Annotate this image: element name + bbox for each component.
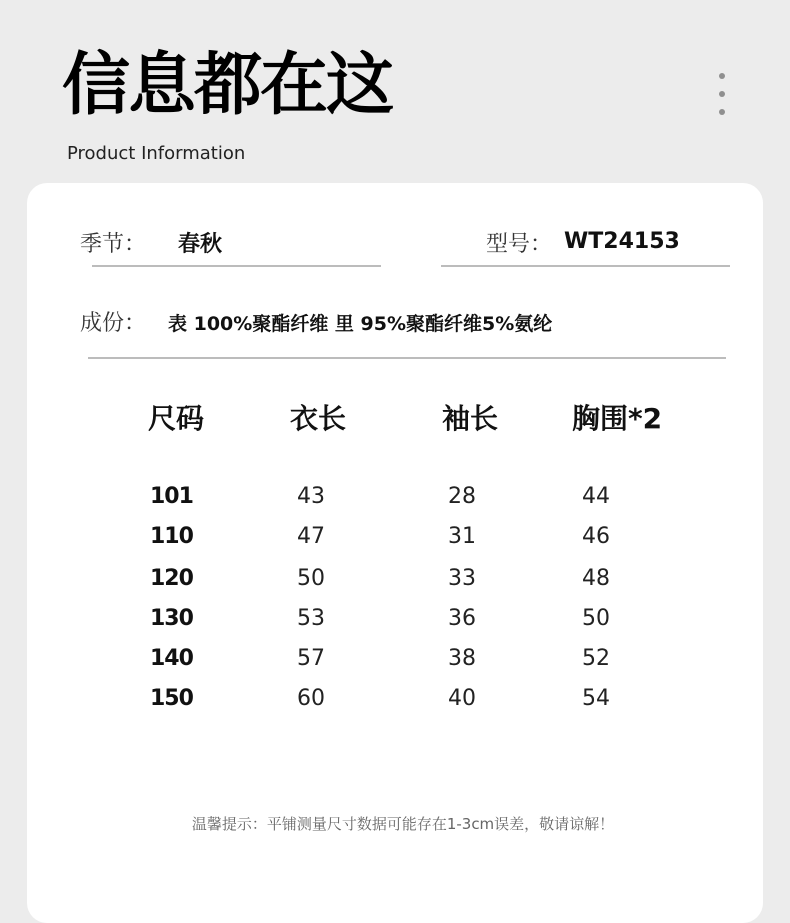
measurement-note: 温馨提示：平铺测量尺寸数据可能存在1-3cm误差，敬请谅解！ bbox=[191, 815, 615, 833]
composition-label: 成份： bbox=[80, 311, 147, 336]
composition-value: 表 100%聚酯纤维 里 95%聚酯纤维5%氨纶 bbox=[168, 313, 553, 335]
table-cell-size: 110 bbox=[150, 524, 193, 549]
season-label: 季节： bbox=[80, 232, 147, 257]
model-divider bbox=[441, 265, 730, 267]
composition-divider bbox=[88, 357, 726, 359]
table-cell-sleeve: 38 bbox=[448, 646, 476, 671]
table-cell-sleeve: 40 bbox=[448, 686, 476, 711]
season-divider bbox=[92, 265, 381, 267]
model-label: 型号： bbox=[486, 232, 553, 257]
table-cell-length: 47 bbox=[297, 524, 325, 549]
table-row bbox=[0, 686, 790, 714]
menu-dot bbox=[719, 109, 725, 115]
table-cell-chest: 44 bbox=[582, 484, 610, 509]
season-value: 春秋 bbox=[178, 232, 223, 257]
table-cell-length: 43 bbox=[297, 484, 325, 509]
table-cell-chest: 48 bbox=[582, 566, 610, 591]
table-cell-length: 60 bbox=[297, 686, 325, 711]
size-table-header: 衣长 bbox=[290, 402, 347, 435]
size-table-header: 尺码 bbox=[148, 402, 205, 435]
table-cell-length: 50 bbox=[297, 566, 325, 591]
model-value: WT24153 bbox=[564, 229, 680, 254]
table-cell-size: 130 bbox=[150, 606, 193, 631]
table-cell-chest: 50 bbox=[582, 606, 610, 631]
table-cell-size: 120 bbox=[150, 566, 193, 591]
menu-dot bbox=[719, 91, 725, 97]
table-cell-length: 53 bbox=[297, 606, 325, 631]
table-row bbox=[0, 566, 790, 594]
size-table-header: 胸围*2 bbox=[572, 402, 663, 435]
table-cell-size: 101 bbox=[150, 484, 193, 509]
table-row bbox=[0, 484, 790, 512]
table-row bbox=[0, 524, 790, 552]
table-cell-chest: 54 bbox=[582, 686, 610, 711]
menu-dot bbox=[719, 73, 725, 79]
more-options-icon[interactable] bbox=[714, 73, 730, 115]
size-table-header: 袖长 bbox=[442, 402, 499, 435]
table-cell-sleeve: 28 bbox=[448, 484, 476, 509]
table-cell-chest: 52 bbox=[582, 646, 610, 671]
table-cell-chest: 46 bbox=[582, 524, 610, 549]
table-cell-length: 57 bbox=[297, 646, 325, 671]
table-row bbox=[0, 646, 790, 674]
table-cell-size: 150 bbox=[150, 686, 193, 711]
page-title: 信息都在这 bbox=[62, 46, 393, 125]
table-row bbox=[0, 606, 790, 634]
table-cell-sleeve: 31 bbox=[448, 524, 476, 549]
info-card bbox=[27, 183, 763, 923]
page-subtitle: Product Information bbox=[67, 143, 246, 164]
table-cell-size: 140 bbox=[150, 646, 193, 671]
table-cell-sleeve: 33 bbox=[448, 566, 476, 591]
table-cell-sleeve: 36 bbox=[448, 606, 476, 631]
